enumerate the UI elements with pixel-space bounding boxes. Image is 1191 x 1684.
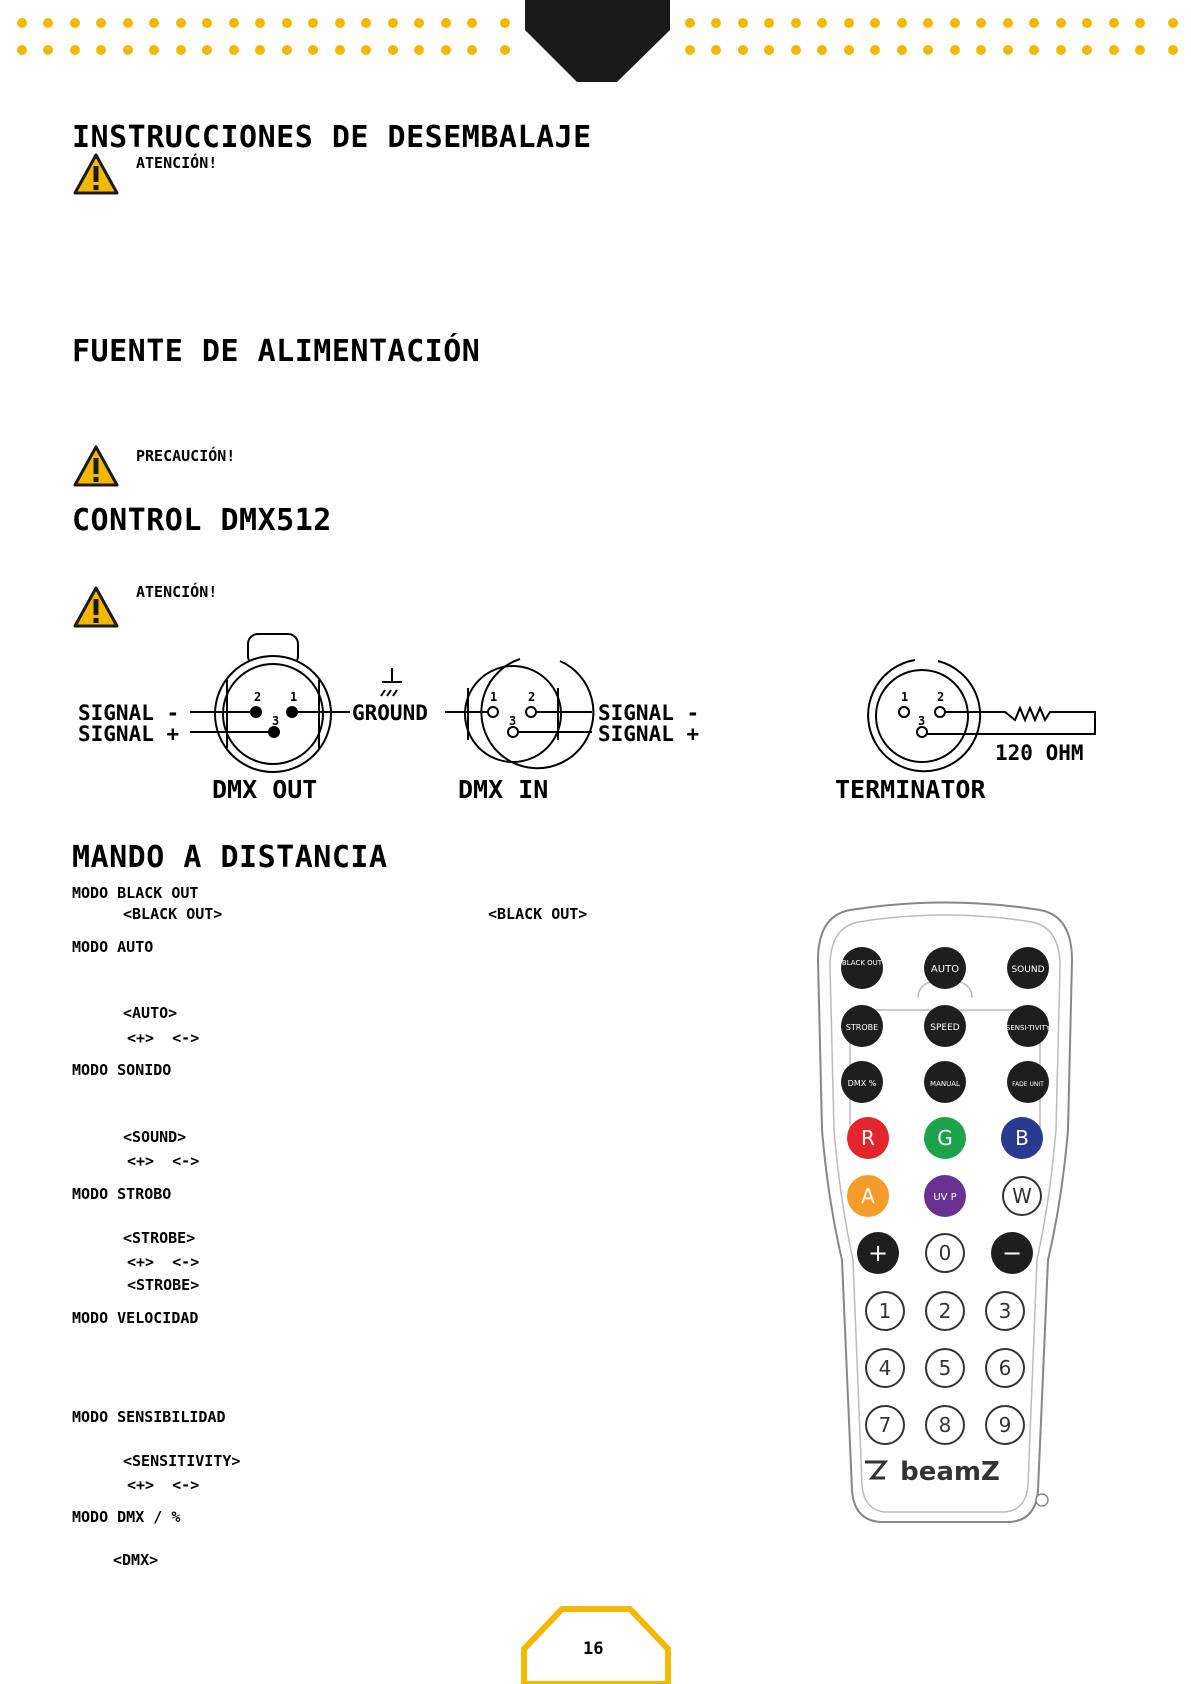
mode-strobe-title: MODO STROBO — [72, 1185, 172, 1203]
remote-zero-label: 0 — [938, 1241, 952, 1265]
remote-brand-label: beamZ — [900, 1457, 1000, 1487]
signal-plus-label: SIGNAL + — [78, 722, 180, 746]
remote-key-2: 2 — [938, 1299, 952, 1323]
mode-strobe-plusminus: <+> <-> — [127, 1253, 200, 1271]
unpacking-title: INSTRUCCIONES DE DESEMBALAJE — [72, 120, 592, 155]
pin-label: 3 — [272, 714, 280, 728]
remote-key-7: 7 — [878, 1413, 892, 1437]
ground-label: GROUND — [352, 701, 428, 725]
mode-auto-title: MODO AUTO — [72, 938, 154, 956]
unpacking-warning-label: ATENCIÓN! — [136, 154, 218, 172]
dmx-in-label: DMX IN — [458, 775, 549, 804]
mode-strobe-key-2: <STROBE> — [127, 1276, 200, 1294]
remote-speed-label: SPEED — [930, 1023, 960, 1033]
remote-key-9: 9 — [998, 1413, 1012, 1437]
remote-key-3: 3 — [998, 1299, 1012, 1323]
ohm-label: 120 OHM — [995, 741, 1084, 765]
signal-minus-label: SIGNAL - — [78, 701, 180, 725]
pin-label: 1 — [901, 690, 909, 704]
remote-sound-label: SOUND — [1011, 965, 1045, 975]
remote-key-5: 5 — [938, 1356, 952, 1380]
mode-speed-title: MODO VELOCIDAD — [72, 1309, 199, 1327]
pin-label: 1 — [290, 690, 298, 704]
pin-label: 3 — [509, 714, 517, 728]
header-notch — [525, 0, 670, 84]
dmx-title: CONTROL DMX512 — [72, 503, 332, 538]
remote-uvp-label: UV P — [933, 1192, 957, 1203]
mode-blackout-key: <BLACK OUT> — [123, 905, 223, 923]
remote-key-4: 4 — [878, 1356, 892, 1380]
remote-plus-label: + — [867, 1239, 889, 1267]
mode-sensitivity-title: MODO SENSIBILIDAD — [72, 1408, 226, 1426]
mode-sensitivity-key: <SENSITIVITY> — [123, 1452, 241, 1470]
pin-label: 2 — [254, 690, 262, 704]
mode-dmx-key: <DMX> — [113, 1551, 159, 1569]
warning-icon — [72, 585, 120, 629]
remote-minus-label: − — [1001, 1239, 1023, 1267]
mode-auto-plusminus: <+> <-> — [127, 1029, 200, 1047]
mode-sound-key: <SOUND> — [123, 1128, 187, 1146]
signal-minus-label: SIGNAL - — [598, 701, 700, 725]
pin-label: 1 — [490, 690, 498, 704]
dmx-out-label: DMX OUT — [212, 775, 318, 804]
remote-fade-label: FADE UNIT — [1012, 1081, 1044, 1088]
remote-auto-label: AUTO — [930, 964, 960, 975]
remote-dmx-label: DMX % — [847, 1079, 877, 1088]
remote-key-6: 6 — [998, 1356, 1012, 1380]
mode-strobe-key: <STROBE> — [123, 1229, 196, 1247]
dmx-wiring-diagram — [70, 628, 1110, 808]
mode-sensitivity-plusminus: <+> <-> — [127, 1476, 200, 1494]
mode-sound-plusminus: <+> <-> — [127, 1152, 200, 1170]
remote-r-label: R — [861, 1126, 875, 1150]
remote-control-illustration — [810, 900, 1080, 1530]
dmx-warning-label: ATENCIÓN! — [136, 583, 218, 601]
pin-label: 2 — [528, 690, 536, 704]
mode-dmx-title: MODO DMX / % — [72, 1508, 181, 1526]
remote-sensitivity-label: SENSI-TIVITY — [1005, 1024, 1051, 1032]
remote-key-1: 1 — [878, 1299, 892, 1323]
warning-icon — [72, 152, 120, 196]
remote-key-8: 8 — [938, 1413, 952, 1437]
remote-strobe-label: STROBE — [845, 1023, 879, 1032]
warning-icon — [72, 444, 120, 488]
mode-sound-title: MODO SONIDO — [72, 1061, 172, 1079]
mode-auto-key: <AUTO> — [123, 1004, 178, 1022]
remote-a-label: A — [861, 1184, 875, 1208]
pin-label: 2 — [937, 690, 945, 704]
remote-b-label: B — [1015, 1126, 1029, 1150]
remote-g-label: G — [937, 1126, 953, 1150]
page-number: 16 — [583, 1639, 604, 1659]
header-dots-left — [0, 0, 530, 70]
mode-blackout-title: MODO BLACK OUT — [72, 884, 199, 902]
power-warning-label: PRECAUCIÓN! — [136, 447, 236, 465]
power-title: FUENTE DE ALIMENTACIÓN — [72, 334, 481, 369]
remote-manual-label: MANUAL — [930, 1080, 960, 1088]
remote-title: MANDO A DISTANCIA — [72, 840, 388, 875]
remote-blackout-label: BLACK OUT — [841, 959, 883, 967]
signal-plus-label: SIGNAL + — [598, 722, 700, 746]
mode-blackout-key-2: <BLACK OUT> — [488, 905, 588, 923]
header-dots-right — [670, 0, 1191, 70]
remote-w-label: W — [1012, 1184, 1032, 1208]
pin-label: 3 — [918, 714, 926, 728]
terminator-label: TERMINATOR — [835, 775, 986, 804]
